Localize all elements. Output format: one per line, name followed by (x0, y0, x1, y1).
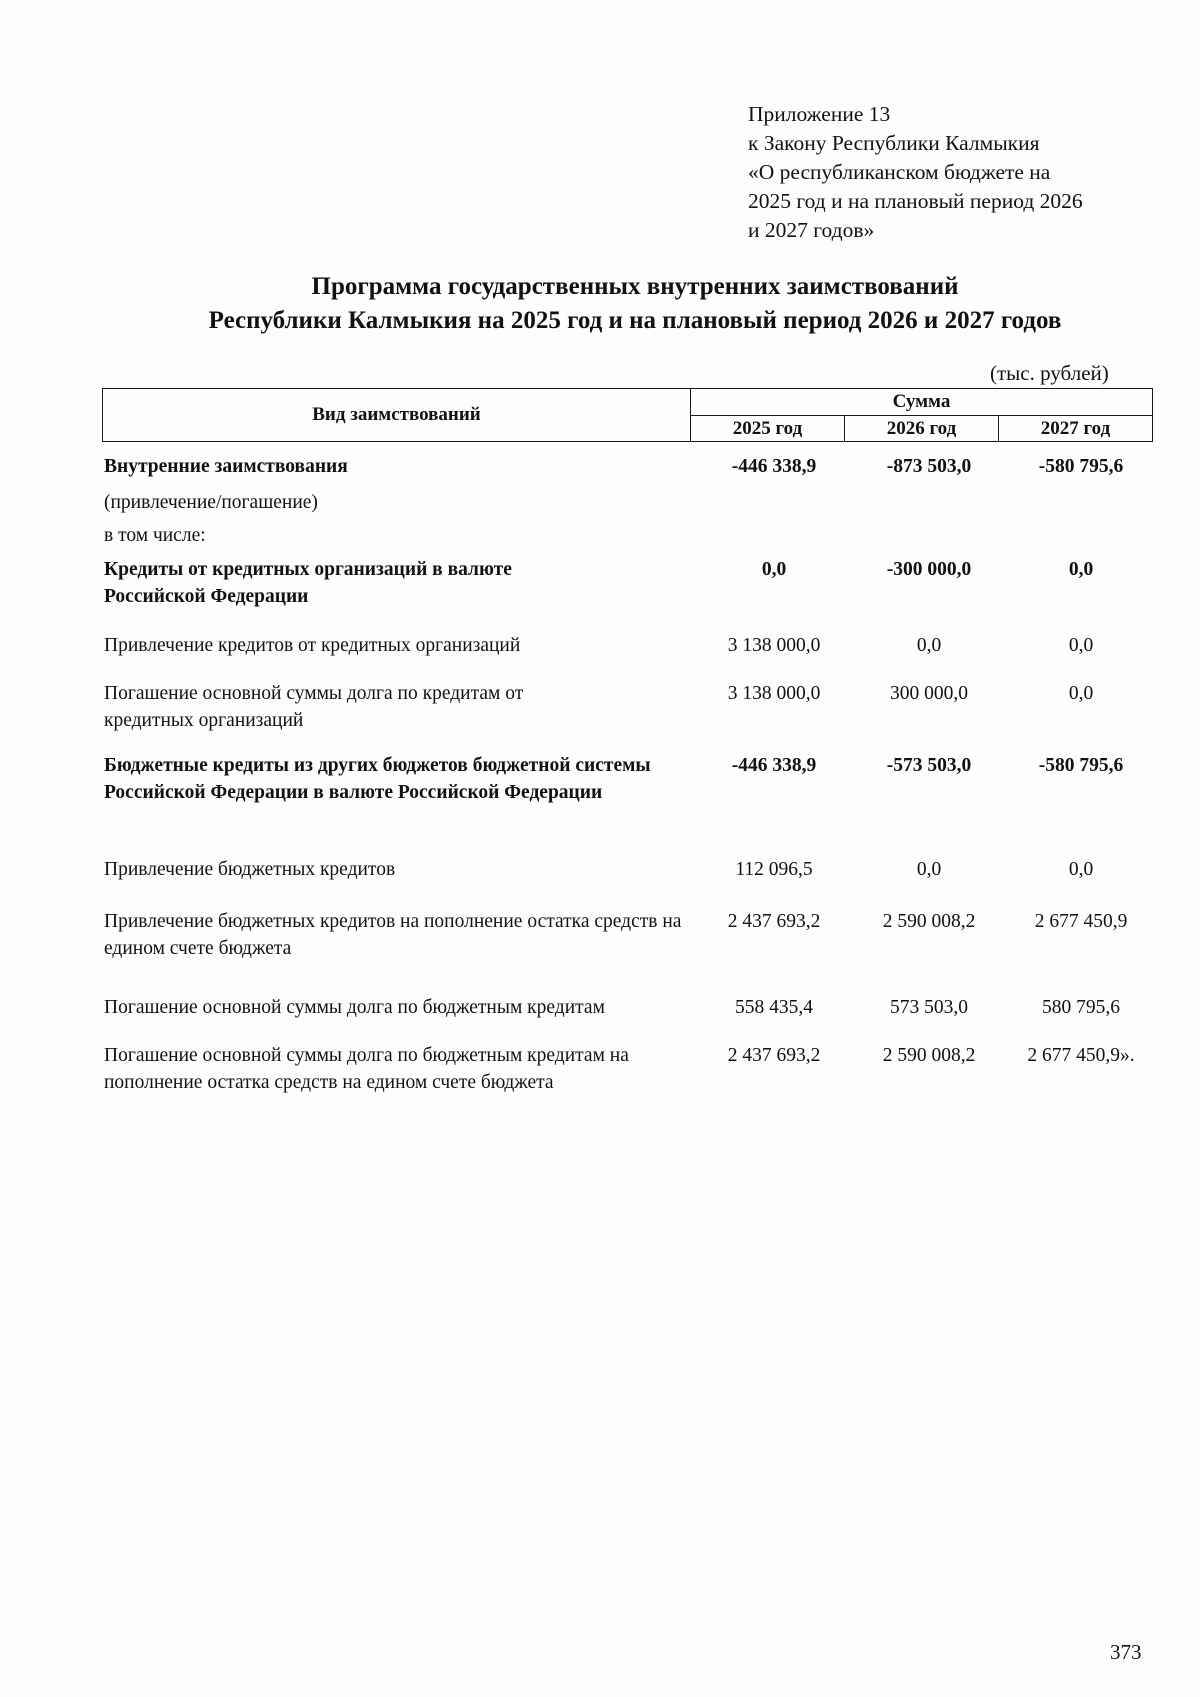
appendix-note (748, 100, 1148, 245)
row-label: Погашение основной суммы долга по бюджетным кредитам на пополнение остатка средств на едином счете бюджета (104, 1045, 629, 1093)
row-value-2026: 2 590 008,2 (882, 1045, 976, 1066)
row-value-2027: 0,0 (1068, 635, 1094, 656)
row-value-2025: 3 138 000,0 (727, 683, 821, 704)
column-header-year-2027: 2027 год (999, 416, 1153, 442)
table-header (102, 388, 1153, 442)
row-value-2025: 2 437 693,2 (727, 1045, 821, 1066)
appendix-line-5: и 2027 годов» (748, 218, 875, 242)
row-value-2027: 0,0 (1068, 859, 1094, 880)
row-label: (привлечение/погашение) (104, 492, 318, 513)
document-title (100, 270, 1170, 338)
column-header-year-2026: 2026 год (845, 416, 999, 442)
row-value-2026: 300 000,0 (890, 683, 968, 704)
row-value-2027: 2 677 450,9». (1027, 1045, 1135, 1066)
appendix-line-3: «О республиканском бюджете на (748, 160, 1051, 184)
title-line-2: Республики Калмыкия на 2025 год и на плановый период 2026 и 2027 годов (208, 307, 1062, 334)
row-value-2026: 0,0 (916, 635, 942, 656)
row-label: Привлечение бюджетных кредитов на пополнение остатка средств на едином счете бюджета (104, 911, 682, 959)
row-value-2025: 558 435,4 (735, 997, 813, 1018)
appendix-line-1: Приложение 13 (748, 102, 891, 126)
appendix-line-4: 2025 год и на плановый период 2026 (748, 189, 1083, 213)
row-value-2027: -580 795,6 (1038, 456, 1124, 477)
column-header-kind: Вид заимствований (103, 389, 691, 442)
row-value-2025: -446 338,9 (731, 456, 817, 477)
row-value-2027: 0,0 (1068, 683, 1094, 704)
row-value-2025: -446 338,9 (731, 755, 817, 776)
column-header-year-2025: 2025 год (691, 416, 845, 442)
row-label: Погашение основной суммы долга по бюджетным кредитам (104, 997, 605, 1018)
page-number: 373 (1110, 1640, 1142, 1664)
row-label: Привлечение кредитов от кредитных организаций (104, 635, 521, 656)
row-value-2025: 2 437 693,2 (727, 911, 821, 932)
row-label: Бюджетные кредиты из других бюджетов бюджетной системы Российской Федерации в валюте Российской Федерации (104, 755, 651, 803)
row-value-2026: 0,0 (916, 859, 942, 880)
row-label: Внутренние заимствования (104, 456, 348, 477)
units-note: (тыс. рублей) (990, 361, 1109, 385)
row-value-2027: 0,0 (1068, 559, 1094, 580)
column-header-sum: Сумма (691, 389, 1153, 416)
row-value-2026: 2 590 008,2 (882, 911, 976, 932)
row-label: в том числе: (104, 525, 206, 546)
appendix-line-2: к Закону Республики Калмыкия (748, 131, 1040, 155)
row-value-2027: 580 795,6 (1042, 997, 1120, 1018)
title-line-1: Программа государственных внутренних заимствований (311, 273, 959, 300)
row-value-2025: 0,0 (761, 559, 787, 580)
row-label: Кредиты от кредитных организаций в валюте Российской Федерации (104, 559, 512, 607)
row-label: Привлечение бюджетных кредитов (104, 859, 396, 880)
row-value-2025: 112 096,5 (735, 859, 813, 880)
row-value-2026: 573 503,0 (890, 997, 968, 1018)
row-value-2027: 2 677 450,9 (1034, 911, 1128, 932)
row-label: Погашение основной суммы долга по кредитам от кредитных организаций (104, 683, 524, 731)
row-value-2027: -580 795,6 (1038, 755, 1124, 776)
row-value-2026: -873 503,0 (886, 456, 972, 477)
row-value-2026: -573 503,0 (886, 755, 972, 776)
row-value-2026: -300 000,0 (886, 559, 972, 580)
row-value-2025: 3 138 000,0 (727, 635, 821, 656)
